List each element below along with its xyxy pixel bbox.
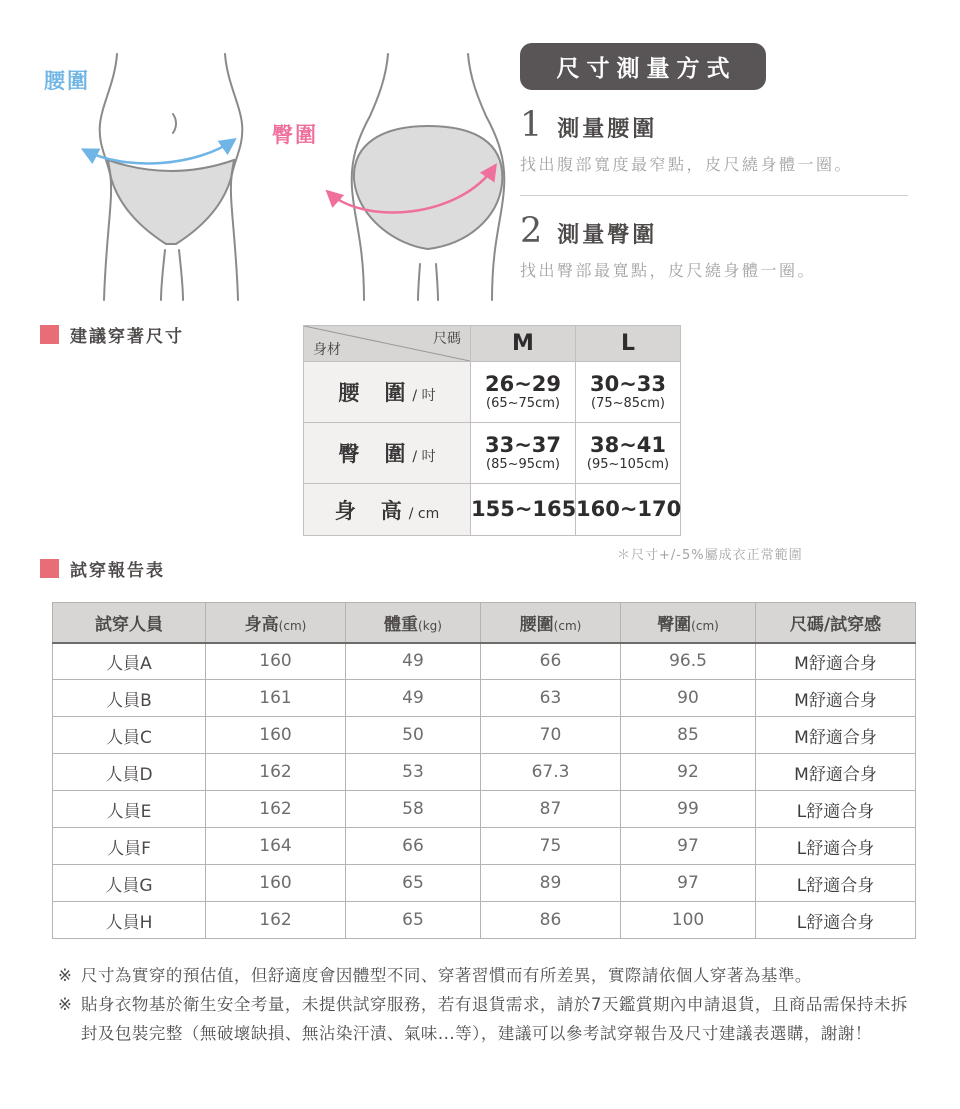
- step-1-heading: 測量腰圍: [557, 117, 658, 142]
- table-row: 人員B 161 49 63 90 M舒適合身: [53, 680, 916, 717]
- waist-l-cell: 30~33 (75~85cm): [576, 362, 681, 423]
- tryon-report-table: [52, 602, 916, 939]
- table-row: 人員C 160 50 70 85 M舒適合身: [53, 717, 916, 754]
- corner-size-label: 尺碼: [433, 331, 461, 347]
- front-panty-shape: [108, 160, 234, 244]
- section-suggested-size-label: 建議穿著尺寸: [70, 327, 184, 347]
- size-row-hip-label: 臀 圍 / 吋: [304, 423, 471, 484]
- table-row: 人員G 160 65 89 97 L舒適合身: [53, 865, 916, 902]
- guide-divider: [520, 195, 908, 196]
- header-person: 試穿人員: [53, 603, 206, 643]
- back-panty-shape: [354, 126, 502, 249]
- section-bullet-icon: [40, 325, 59, 344]
- section-tryon-report-label: 試穿報告表: [70, 561, 165, 581]
- size-tolerance-note: ＊尺寸+/-5%屬成衣正常範圍: [617, 548, 803, 563]
- hip-label: 臀圍: [272, 123, 318, 147]
- size-row-waist: [304, 362, 681, 423]
- header-fit: 尺碼/試穿感: [756, 603, 916, 643]
- hip-m-cell: 33~37 (85~95cm): [471, 423, 576, 484]
- suggested-size-table: [303, 325, 681, 536]
- size-column-l: L: [576, 326, 681, 362]
- size-row-height-label: 身 高 / cm: [304, 484, 471, 536]
- reference-mark-icon: ※: [58, 994, 72, 1014]
- guide-step-1: [520, 105, 912, 175]
- size-row-height: [304, 484, 681, 536]
- report-header-row: [53, 603, 916, 643]
- header-height: 身高(cm): [206, 603, 346, 643]
- height-m-cell: 155~165: [471, 484, 576, 536]
- table-row: 人員A 160 49 66 96.5 M舒適合身: [53, 643, 916, 680]
- waist-label: 腰圍: [44, 69, 90, 93]
- footnotes: [58, 962, 922, 1049]
- footnote-2: ※ 貼身衣物基於衛生安全考量，未提供試穿服務，若有退貨需求，請於7天鑑賞期內申請退貨，且商品需保持未拆封及包裝完整（無破壞缺損、無沾染汗漬、氣味...等），建議可以參考試穿報告及尺寸建議表選購，謝謝！: [58, 991, 922, 1049]
- measuring-guide: [520, 43, 912, 281]
- table-row: 人員D 162 53 67.3 92 M舒適合身: [53, 754, 916, 791]
- header-waist: 腰圍(cm): [481, 603, 621, 643]
- footnote-1: ※ 尺寸為實穿的預估值，但舒適度會因體型不同、穿著習慣而有所差異，實際請依個人穿著為基準。: [58, 962, 922, 991]
- table-row: 人員E 162 58 87 99 L舒適合身: [53, 791, 916, 828]
- guide-step-2: [520, 211, 912, 281]
- size-row-hip: [304, 423, 681, 484]
- hip-measure-illustration: [270, 52, 510, 302]
- table-row: 人員F 164 66 75 97 L舒適合身: [53, 828, 916, 865]
- header-hip: 臀圍(cm): [621, 603, 756, 643]
- hip-l-cell: 38~41 (95~105cm): [576, 423, 681, 484]
- table-row: 人員H 162 65 86 100 L舒適合身: [53, 902, 916, 939]
- step-1-description: 找出腹部寬度最窄點，皮尺繞身體一圈。: [520, 155, 854, 174]
- size-table-header-row: [304, 326, 681, 362]
- corner-body-label: 身材: [313, 342, 341, 358]
- step-1-number: 1: [520, 105, 543, 145]
- guide-title-box: 尺寸測量方式: [520, 43, 766, 90]
- step-2-heading: 測量臀圍: [557, 223, 658, 248]
- step-2-number: 2: [520, 211, 543, 251]
- reference-mark-icon: ※: [58, 966, 72, 985]
- size-table-corner-cell: [304, 326, 471, 362]
- waist-measure-illustration: [42, 52, 254, 302]
- size-row-waist-label: 腰 圍 / 吋: [304, 362, 471, 423]
- waist-m-cell: 26~29 (65~75cm): [471, 362, 576, 423]
- section-bullet-icon: [40, 559, 59, 578]
- height-l-cell: 160~170: [576, 484, 681, 536]
- section-tryon-report: [40, 556, 165, 581]
- step-2-description: 找出臀部最寬點，皮尺繞身體一圈。: [520, 261, 817, 280]
- size-column-m: M: [471, 326, 576, 362]
- header-weight: 體重(kg): [346, 603, 481, 643]
- section-suggested-size: [40, 322, 184, 347]
